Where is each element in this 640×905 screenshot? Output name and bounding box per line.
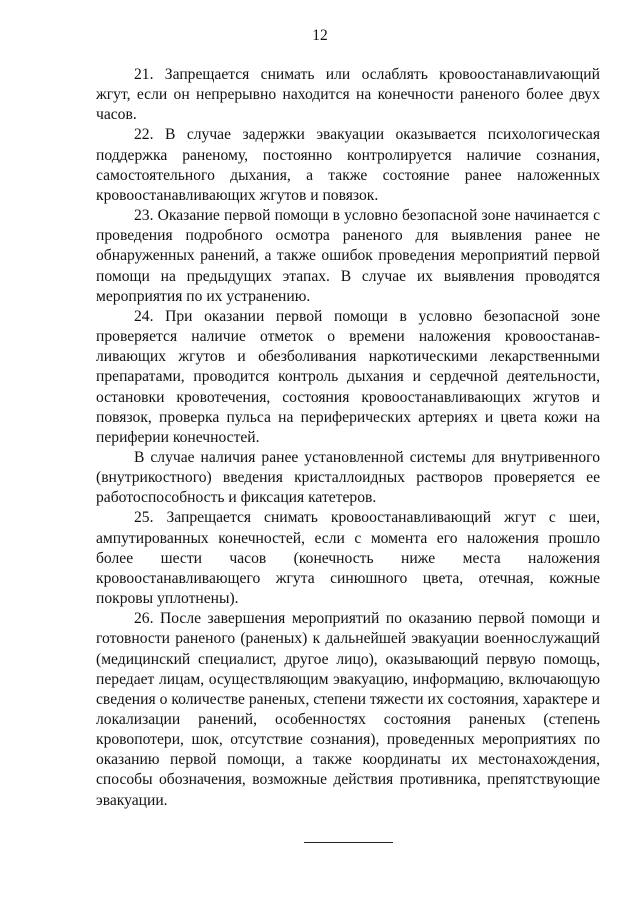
closing-rule — [304, 842, 393, 843]
document-body — [96, 65, 600, 811]
paragraph-22: 22. В случае задержки эвакуации оказывается психологическая поддержка раненому, постоянно контролируется наличие сознания, самостоятельного дыхания, а также состояние ранее наложенных кровоостанавливающих жгутов и повязок. — [96, 126, 600, 204]
paragraph-26: 26. После завершения мероприятий по оказанию первой помощи и готовности раненого (раненых) к дальнейшей эвакуации военнослужащий (медицинский специалист, другое лицо), оказывающий первую помощь, передает лицам, осуществляющим эвакуацию, информацию, включающую сведения о количестве раненых, степени тяжести их состояния, характере и локализации ранений, особенностях состояния раненых (степень кровопотери, шок, отсутствие сознания), проведенных мероприятиях по оказанию первой помощи, а также координаты их местонахождения, способы обозначения, возможные действия противника, препятствующие эвакуации. — [96, 610, 600, 809]
paragraph-25: 25. Запрещается снимать кровоостанавливающий жгут с шеи, ампутированных конечностей, если с момента его наложения прошло более шести часов (конечность ниже места наложения кровоостанавливающего жгута синюшного цвета, отечная, кожные покровы уплотнены). — [96, 509, 600, 608]
page-number: 12 — [312, 27, 328, 44]
paragraph-23: 23. Оказание первой помощи в условно безопасной зоне начинается с проведения подробного осмотра раненого для выявления ранее не обнаруженных ранений, а также ошибок проведения мероприятий первой помощи на предыдущих этапах. В случае их выявления проводятся мероприятия по их устранению. — [96, 207, 600, 305]
paragraph-21: 21. Запрещается снимать или ослаблять кровоостанавлиvающий жгут, если он непрерывно находится на конечности раненого более двух часов. — [96, 66, 600, 124]
paragraph-24: 24. При оказании первой помощи в условно безопасной зоне проверяется наличие отметок о времени наложения кровоостанавливающих жгутов и обезболивания наркотическими лекарственными препаратами, проводится контроль дыхания и сердечной деятельности, остановки кровотечения, состояния кровоостанавливающих жгутов и повязок, проверка пульса на периферических артериях и цвета кожи на периферии конечностей. — [96, 307, 600, 446]
paragraph-24-continued: В случае наличия ранее установленной системы для внутривенного (внутрикостного) введения кристаллоидных растворов проверяется ее работоспособность и фиксация катетеров. — [96, 448, 600, 507]
